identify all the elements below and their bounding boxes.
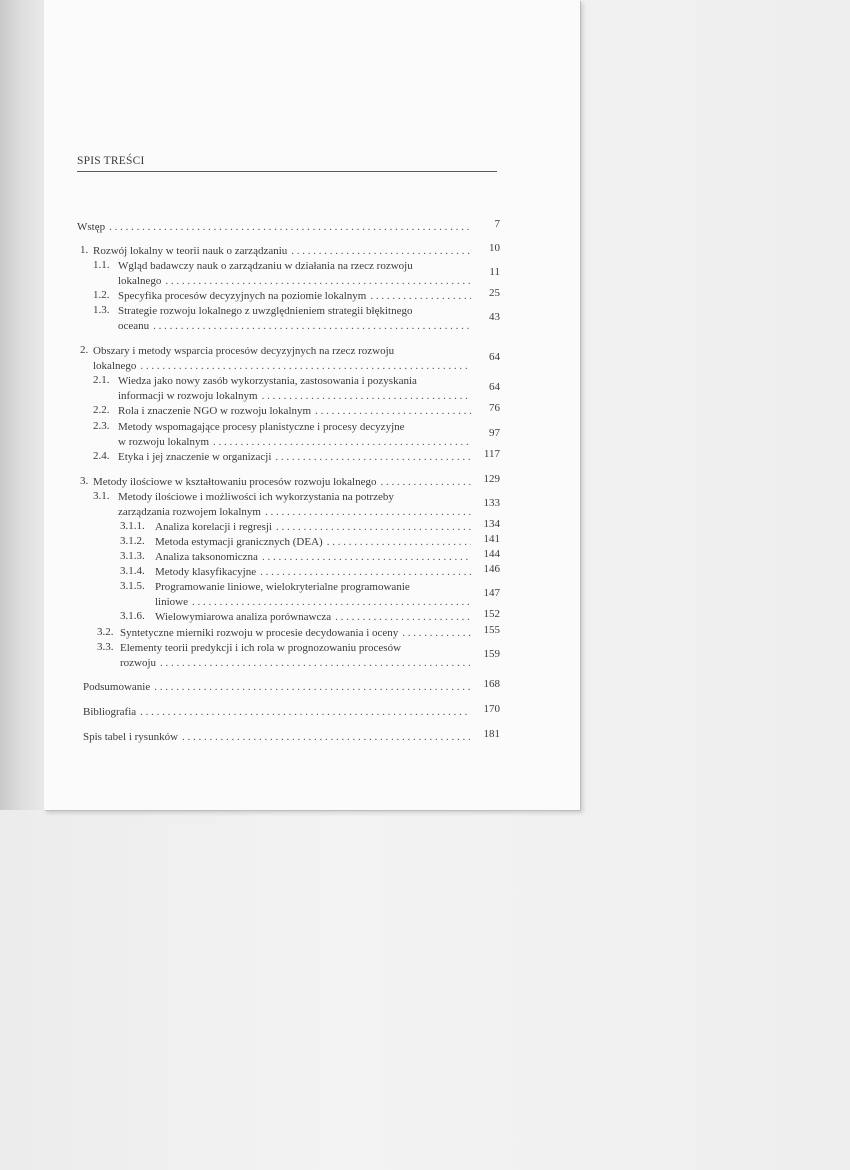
toc-entry-title: Metody wspomagające procesy planistyczne i procesy decyzyjne [118,421,405,433]
toc-entry-title: Metody klasyfikacyjne [155,566,257,578]
toc-entry-title: liniowe [155,596,188,608]
toc-entry-title: Elementy teorii predykcji i ich rola w prognozowaniu procesów [120,642,402,654]
toc-entry-line [93,244,475,259]
toc-leader-dots [262,389,471,404]
toc-leader-dots [370,289,471,304]
toc-entry-line [118,450,475,465]
toc-entry-line [120,626,475,641]
toc-page-number: 134 [483,518,500,530]
toc-entry-title: Rola i znaczenie NGO w rozwoju lokalnym [118,405,312,417]
toc-entry-line [155,520,475,535]
toc-entry-line [118,435,475,450]
toc-entry-number: 2. [80,344,89,356]
toc-entry-number: 3.2. [97,626,114,638]
toc-entry-line [118,304,475,319]
toc-entry-title: Analiza korelacji i regresji [155,521,272,533]
toc-page-number: 181 [483,728,500,740]
toc-leader-dots [109,220,471,235]
toc-entry-line [118,490,475,505]
toc-entry-line [155,610,475,625]
toc-entry-line [118,319,475,334]
toc-entry-number: 3.1.6. [120,610,145,622]
toc-entry-title: Obszary i metody wsparcia procesów decyzyjnych na rzecz rozwoju [93,345,395,357]
toc-entry-number: 2.2. [93,404,110,416]
toc-entry-line [118,259,475,274]
toc-page-number: 97 [489,427,500,439]
toc-entry-title: Metoda estymacji granicznych (DEA) [155,536,323,548]
toc-entry-number: 1.1. [93,259,110,271]
toc-leader-dots [260,565,471,580]
toc-entry-line [118,289,475,304]
toc-entry-number: 3.1.4. [120,565,145,577]
toc-page-number: 43 [489,311,500,323]
toc-page-number: 64 [489,351,500,363]
toc-entry-title: Spis tabel i rysunków [83,731,179,743]
toc-entry-number: 2.4. [93,450,110,462]
toc-leader-dots [402,626,471,641]
toc-page-number: 7 [494,218,500,230]
toc-entry-title: Specyfika procesów decyzyjnych na poziomie lokalnym [118,290,367,302]
toc-entry-line [118,420,475,435]
toc-entry-number: 3. [80,475,89,487]
toc-page-number: 170 [483,703,500,715]
toc-entry-title: Podsumowanie [83,681,151,693]
toc-entry-line [120,656,475,671]
toc-entry-title: Metody ilościowe w kształtowaniu procesów rozwoju lokalnego [93,476,377,488]
toc-entry-title: Strategie rozwoju lokalnego z uwzględnieniem strategii błękitnego [118,305,413,317]
toc-entry-title: rozwoju [120,657,157,669]
toc-entry-number: 1.3. [93,304,110,316]
toc-leader-dots [182,730,471,745]
toc-page-number: 129 [483,473,500,485]
toc-entry-line [120,641,475,656]
toc-leader-dots [327,535,471,550]
toc-page-number: 155 [483,624,500,636]
toc-entry-line [118,274,475,289]
toc-entry-title: Wiedza jako nowy zasób wykorzystania, zastosowania i pozyskania [118,375,417,387]
toc-leader-dots [160,656,471,671]
toc-entry-line [93,344,475,359]
toc-leader-dots [291,244,471,259]
toc-leader-dots [153,319,471,334]
toc-entry-line [118,404,475,419]
toc-entry-title: Syntetyczne mierniki rozwoju w procesie decydowania i oceny [120,627,399,639]
toc-entry-line [77,220,475,235]
toc-entry-title: informacji w rozwoju lokalnym [118,390,258,402]
toc-entry-number: 3.1. [93,490,110,502]
toc-entry-title: w rozwoju lokalnym [118,436,210,448]
toc-entry-line [83,680,475,695]
toc-entry-number: 3.1.1. [120,520,145,532]
toc-leader-dots [140,359,471,374]
toc-entry-number: 3.1.2. [120,535,145,547]
toc-leader-dots [315,404,471,419]
toc-page-number: 10 [489,242,500,254]
toc-page-number: 152 [483,608,500,620]
page-title: SPIS TREŚCI [77,155,497,172]
toc-entry-line [118,389,475,404]
toc-leader-dots [335,610,471,625]
toc-entry-title: Wgląd badawczy nauk o zarządzaniu w działania na rzecz rozwoju [118,260,413,272]
toc-entry-line [155,535,475,550]
toc-entry-title: zarządzania rozwojem lokalnym [118,506,261,518]
toc-page-number: 117 [483,448,500,460]
toc-page-number: 159 [483,648,500,660]
toc-page-number: 146 [483,563,500,575]
toc-entry-title: lokalnego [118,275,162,287]
toc-page-number: 168 [483,678,500,690]
toc-page-number: 76 [489,402,500,414]
toc-entry-title: oceanu [118,320,150,332]
toc-leader-dots [276,520,471,535]
toc-entry-number: 3.1.3. [120,550,145,562]
toc-entry-title: Analiza taksonomiczna [155,551,258,563]
toc-page-number: 144 [483,548,500,560]
toc-page-number: 133 [483,497,500,509]
toc-entry-line [118,374,475,389]
toc-leader-dots [262,550,471,565]
toc-page-number: 11 [489,266,500,278]
toc-page-number: 64 [489,381,500,393]
toc-page-number: 25 [489,287,500,299]
toc-entry-number: 1.2. [93,289,110,301]
toc-leader-dots [265,505,471,520]
toc-page-number: 141 [483,533,500,545]
toc-entry-title: Rozwój lokalny w teorii nauk o zarządzaniu [93,245,288,257]
toc-entry-line [155,580,475,595]
toc-entry-number: 3.3. [97,641,114,653]
toc-entry-line [83,705,475,720]
toc-entry-title: Etyka i jej znaczenie w organizacji [118,451,272,463]
toc-entry-number: 2.1. [93,374,110,386]
toc-entry-title: lokalnego [93,360,137,372]
toc-entry-line [93,359,475,374]
toc-entry-line [83,730,475,745]
toc-leader-dots [213,435,471,450]
toc-leader-dots [381,475,472,490]
toc-leader-dots [275,450,471,465]
toc-entry-line [118,505,475,520]
toc-entry-title: Wielowymiarowa analiza porównawcza [155,611,332,623]
toc-entry-line [155,595,475,610]
toc-entry-line [155,565,475,580]
toc-entry-title: Bibliografia [83,706,137,718]
toc-entry-title: Wstęp [77,221,106,233]
toc-leader-dots [154,680,471,695]
toc-entry-title: Metody ilościowe i możliwości ich wykorzystania na potrzeby [118,491,394,503]
toc-entry-line [93,475,475,490]
toc-entry-number: 3.1.5. [120,580,145,592]
toc-leader-dots [165,274,471,289]
toc-entry-title: Programowanie liniowe, wielokryterialne programowanie [155,581,410,593]
toc-entry-number: 2.3. [93,420,110,432]
toc-page-number: 147 [483,587,500,599]
toc-leader-dots [192,595,471,610]
toc-entry-number: 1. [80,244,89,256]
toc-entry-line [155,550,475,565]
toc-leader-dots [140,705,471,720]
